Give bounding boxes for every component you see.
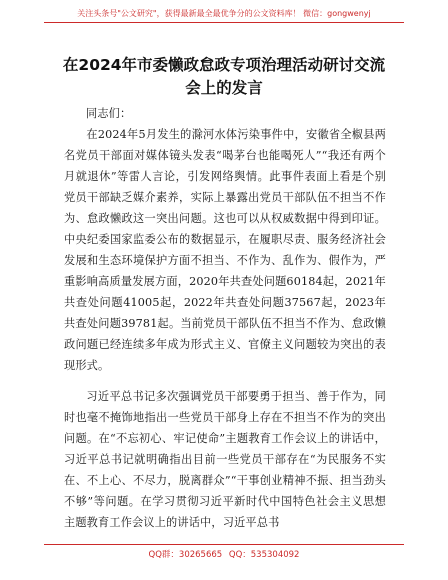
header-banner: 关注头条号"公文研究"，获得最新最全最优争分的公文资料库！ 微信：gongwenyj (77, 9, 371, 18)
footer-divider (44, 544, 404, 545)
header-divider (44, 22, 404, 23)
paragraph: 习近平总书记多次强调党员干部要勇于担当、善于作为，同时也毫不掩饰地指出一些党员干部身上存在不担当不作为的突出问题。在“不忘初心、牢记使命”主题教育工作会议上的讲话中，习近平总书记就明确指出目前一些党员干部存在“为民服务不实在、不上心、不尽力，脱离群众”“干事创业精神不振、担当劲头不够”等问题。在学习贯彻习近平新时代中国特色社会主义思想主题教育工作会议上的讲话中，习近平总书 (64, 390, 386, 529)
footer-contact: QQ群：30265665 QQ：535304092 (148, 550, 300, 560)
document-body (64, 103, 386, 533)
salutation: 同志们： (86, 107, 132, 120)
paragraph: 在2024年5月发生的滁河水体污染事件中，安徽省全椒县两名党员干部面对媒体镜头发表“喝茅台也能喝死人”“我还有两个月就退休”等雷人言论，引发网络舆情。此事件表面上看是个别党员干部缺乏媒介素养，实际上暴露出党员干部队伍不担当不作为、怠政懒政这一突出问题。这也可以从权威数据中得到印证。中央纪委国家监委公布的数据显示，在履职尽责、服务经济社会发展和生态环境保护方面不担当、不作为、乱作为、假作为，严重影响高质量发展方面，2020年共查处问题60184起，2021年共查处问题41005起，2022年共查处问题37567起，2023年共查处问题39781起。当前党员干部队伍不担当不作为、怠政懒政问题已经连续多年成为形式主义、官僚主义问题较为突出的表现形式。 (64, 128, 386, 372)
document-title: 在2024年市委懒政怠政专项治理活动研讨交流会上的发言 (62, 56, 386, 97)
